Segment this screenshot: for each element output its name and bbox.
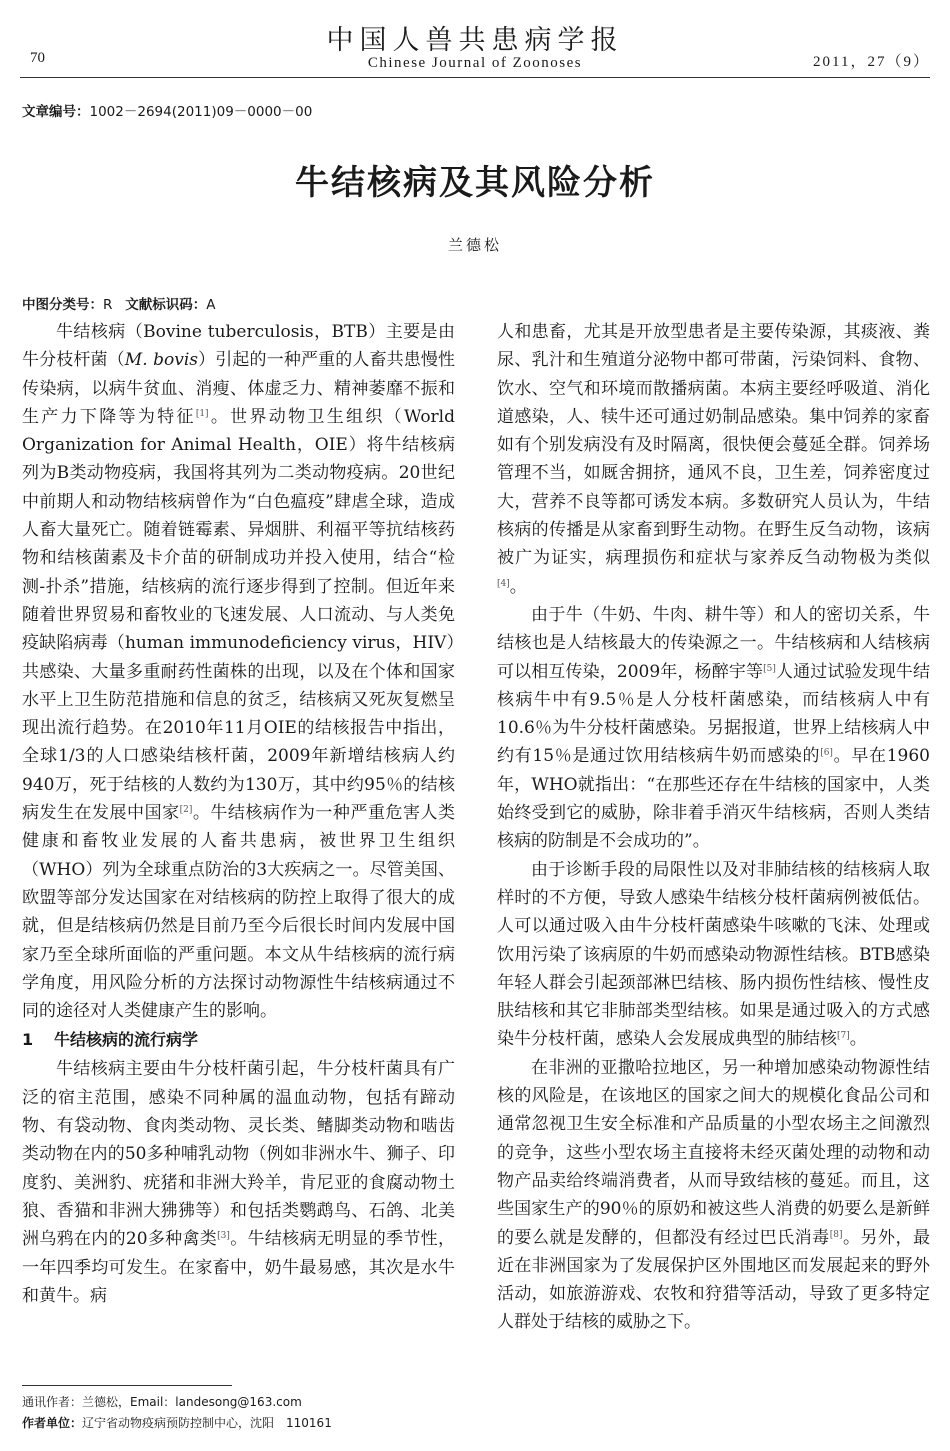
- article-author: 兰德松: [447, 236, 502, 254]
- footnote-affiliation: 作者单位：辽宁省动物疫病预防控制中心，沈阳 110161: [22, 1416, 332, 1430]
- header-rule: [20, 77, 930, 78]
- article-title: 牛结核病及其风险分析: [295, 163, 655, 203]
- right-column: [497, 318, 930, 1337]
- citation-3: [3]: [217, 1231, 230, 1242]
- citation-5: [5]: [763, 663, 776, 674]
- section-number: 1: [22, 1030, 34, 1050]
- article-number-label: 文章编号：: [22, 104, 90, 120]
- journal-issue: 2011，27（9）: [813, 54, 930, 70]
- paragraph-diagnosis: 由于诊断手段的局限性以及对非肺结核的结核病人取样时的不方便，导致人感染牛结核分枝杆菌病例被低估。人可以通过吸入由牛分枝杆菌感染牛咳嗽的飞沫、处理或饮用污染了该病原的牛奶而感染动物源性结核。BTB感染年轻人群会引起颈部淋巴结核、肠内损伤性结核、慢性皮肤结核和其它非肺部类型结核。如果是通过吸入的方式感染牛分枝杆菌，感染人会发展成典型的肺结核[7]。: [497, 859, 930, 1050]
- footnote-rule: [22, 1385, 232, 1386]
- journal-title-cn: 中国人兽共患病学报: [326, 25, 624, 56]
- doc-code-label: 文献标识码：: [125, 297, 207, 313]
- classification-line: [22, 293, 216, 313]
- paragraph-epidemiology: 牛结核病主要由牛分枝杆菌引起，牛分枝杆菌具有广泛的宿主范围，感染不同种属的温血动物，包括有蹄动物、有袋动物、食肉类动物、灵长类、鳍脚类动物和啮齿类动物在内的50多种哺乳动物（例如非洲水牛、狮子、印度豹、美洲豹、疣猪和非洲大羚羊，肯尼亚的食腐动物土狼、香猫和非洲大狒狒等）和包括类鹦鹉鸟、石鸽、北美洲乌鸦在内的20多种禽类[3]。牛结核病无明显的季节性，一年四季均可发生。在家畜中，奶牛最易感，其次是水牛和黄牛。病: [22, 1059, 455, 1306]
- citation-1: [1]: [195, 408, 209, 419]
- page-number: 70: [30, 50, 45, 66]
- article-number: [22, 100, 312, 120]
- article-number-value: 1002－2694(2011)09－0000－00: [89, 104, 313, 120]
- species-name: M. bovis: [124, 350, 199, 371]
- clc-label: 中图分类号：: [22, 297, 103, 313]
- citation-4: [4]: [497, 578, 510, 589]
- citation-2: [2]: [179, 805, 193, 816]
- paragraph-continued: 人和患畜，尤其是开放型患者是主要传染源，其痰液、粪尿、乳汁和生殖道分泌物中都可带菌，污染饲料、食物、饮水、空气和环境而散播病菌。本病主要经呼吸道、消化道感染，人、犊牛还可通过奶制品感染。集中饲养的家畜如有个别发病没有及时隔离，很快便会蔓延全群。饲养场管理不当，如厩舍拥挤，通风不良，卫生差，饲养密度过大，营养不良等都可诱发本病。多数研究人员认为，牛结核病的传播是从家畜到野生动物。在野生反刍动物，该病被广为证实，病理损伤和症状与家养反刍动物极为类似[4]。: [497, 322, 930, 597]
- section-heading-1: [22, 1025, 455, 1055]
- citation-7: [7]: [837, 1031, 850, 1042]
- paragraph-africa: 在非洲的亚撒哈拉地区，另一种增加感染动物源性结核的风险是，在该地区的国家之间大的规模化食品公司和通常忽视卫生安全标准和产品质量的小型农场主之间激烈的竞争，这些小型农场主直接将未经灭菌处理的动物和动物产品卖给终端消费者，从而导致结核的蔓延。而且，这些国家生产的90％的原奶和被这些人消费的奶要么是新鲜的要么就是发酵的，但都没有经过巴氏消毒[8]。另外，最近在非洲国家为了发展保护区外围地区而发展起来的野外活动，如旅游游戏、农牧和狩猎等活动，导致了更多特定人群处于结核的威胁之下。: [497, 1057, 931, 1333]
- footnote-contact: 通讯作者：兰德松，Email：landesong@163.com: [22, 1395, 302, 1409]
- citation-6: [6]: [820, 748, 833, 759]
- affiliation-text: 辽宁省动物疫病预防控制中心，沈阳 110161: [82, 1416, 332, 1430]
- contact-email: 兰德松，Email：landesong@163.com: [82, 1395, 302, 1409]
- paragraph-cattle-human: 由于牛（牛奶、牛肉、耕牛等）和人的密切关系，牛结核也是人结核最大的传染源之一。牛结核病和人结核病可以相互传染，2009年，杨醉宇等[5]人通过试验发现牛结核病牛中有9.5％是人分枝杆菌感染，而结核病人中有10.6％为牛分枝杆菌感染。另据报道，世界上结核病人中约有15％是通过饮用结核病牛奶而感染的[6]。早在1960年，WHO就指出：“在那些还存在牛结核的国家中，人类始终受到它的威胁，除非着手消灭牛结核病，否则人类结核病的防制是不会成功的”。: [497, 604, 931, 852]
- clc-value: R: [103, 297, 113, 313]
- citation-8: [8]: [829, 1229, 843, 1240]
- doc-code-value: A: [206, 297, 216, 313]
- left-column: [22, 318, 455, 1310]
- section-title: 牛结核病的流行病学: [54, 1030, 199, 1050]
- journal-title-en: Chinese Journal of Zoonoses: [367, 55, 583, 71]
- page-header: [0, 0, 950, 80]
- paragraph-intro: 牛结核病（Bovine tuberculosis，BTB）主要是由牛分枝杆菌（M. bovis）引起的一种严重的人畜共患慢性传染病，以病牛贫血、消瘦、体虚乏力、精神萎靡不振和生产力下降等为特征[1]。世界动物卫生组织（World Organization for Animal Health，OIE）将牛结核病列为B类动物疫病，我国将其列为二类动物疫病。20世纪中前期人和动物结核病曾作为“白色瘟疫”肆虐全球，造成人畜大量死亡。随着链霉素、异烟肼、利福平等抗结核药物和结核菌素及卡介苗的研制成功并投入使用，结合“检测-扑杀”措施，结核病的流行逐步得到了控制。但近年来随着世界贸易和畜牧业的飞速发展、人口流动、与人类免疫缺陷病毒（human immunodeficiency virus，HIV）共感染、大量多重耐药性菌株的出现，以及在个体和国家水平上卫生防范措施和信息的贫乏，结核病又死灰复燃呈现出流行趋势。在2010年11月OIE的结核报告中指出，全球1/3的人口感染结核杆菌，2009年新增结核病人约940万，死于结核的人数约为130万，其中约95％的结核病发生在发展中国家[2]。牛结核病作为一种严重危害人类健康和畜牧业发展的人畜共患病，被世界卫生组织（WHO）列为全球重点防治的3大疾病之一。尽管美国、欧盟等部分发达国家在对结核病的防控上取得了很大的成就，但是结核病仍然是目前乃至今后很长时间内发展中国家乃至全球所面临的严重问题。本文从牛结核病的流行病学角度，用风险分析的方法探讨动物源性牛结核病通过不同的途径对人类健康产生的影响。: [22, 322, 456, 1022]
